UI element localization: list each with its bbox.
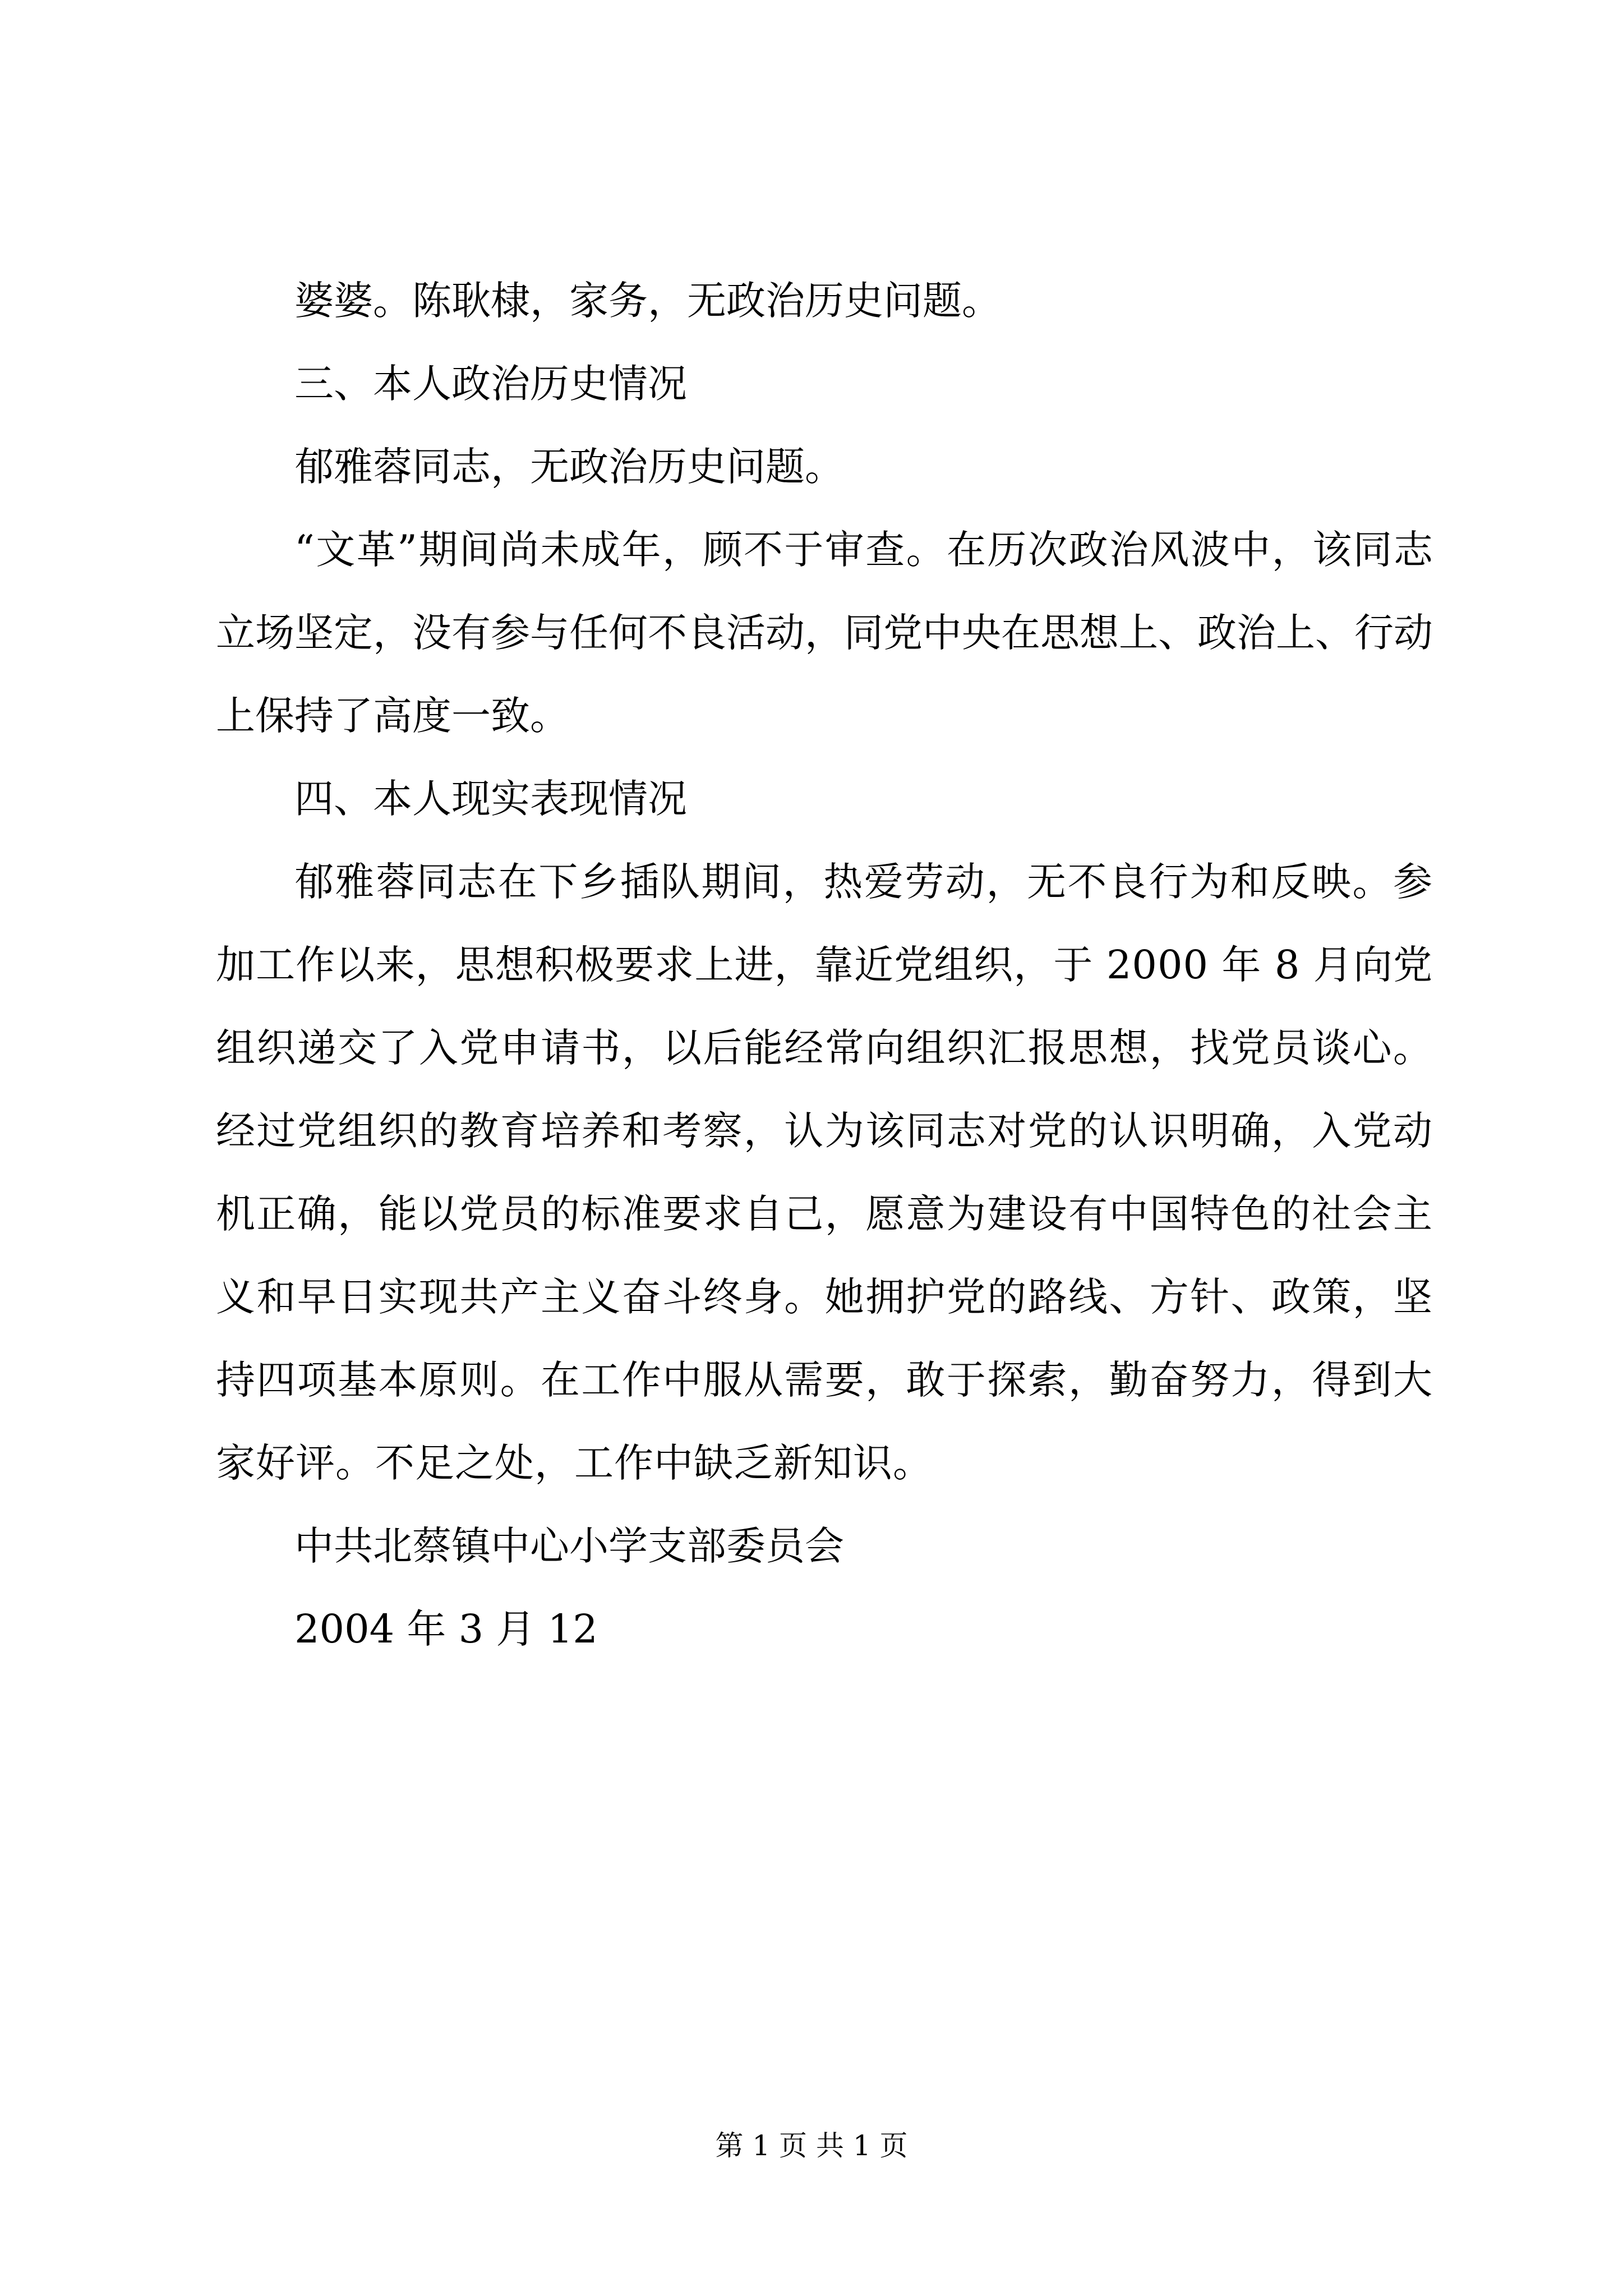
page-footer: 第 1 页 共 1 页 (715, 2129, 908, 2162)
signature-organization: 中共北蔡镇中心小学支部委员会 (294, 1523, 844, 1569)
section-heading-political-history: 三、本人政治历史情况 (294, 361, 687, 407)
paragraph-family-note: 婆婆。陈耿棣，家务，无政治历史问题。 (294, 278, 1001, 324)
paragraph-cultural-revolution: “文革”期间尚未成年，顾不于审查。在历次政治风波中，该同志立场坚定，没有参与任何不良活动，同党中央在思想上、政治上、行动上保持了高度一致。 (216, 527, 1433, 739)
document-body (216, 259, 1433, 1671)
signature-date: 2004 年 3 月 12 (294, 1606, 598, 1652)
paragraph-no-issues: 郁雅蓉同志，无政治历史问题。 (294, 444, 844, 490)
section-heading-current-performance: 四、本人现实表现情况 (294, 776, 687, 822)
paragraph-performance-details: 郁雅蓉同志在下乡插队期间，热爱劳动，无不良行为和反映。参加工作以来，思想积极要求上进，靠近党组织，于 2000 年 8 月向党组织递交了入党申请书，以后能经常向组织汇报思想，找党员谈心。经过党组织的教育培养和考察，认为该同志对党的认识明确，入党动机正确，能以党员的标准要求自己，愿意为建设有中国特色的社会主义和早日实现共产主义奋斗终身。她拥护党的路线、方针、政策，坚持四项基本原则。在工作中服从需要，敢于探索，勤奋努力，得到大家好评。不足之处，工作中缺乏新知识。 (216, 859, 1433, 1486)
